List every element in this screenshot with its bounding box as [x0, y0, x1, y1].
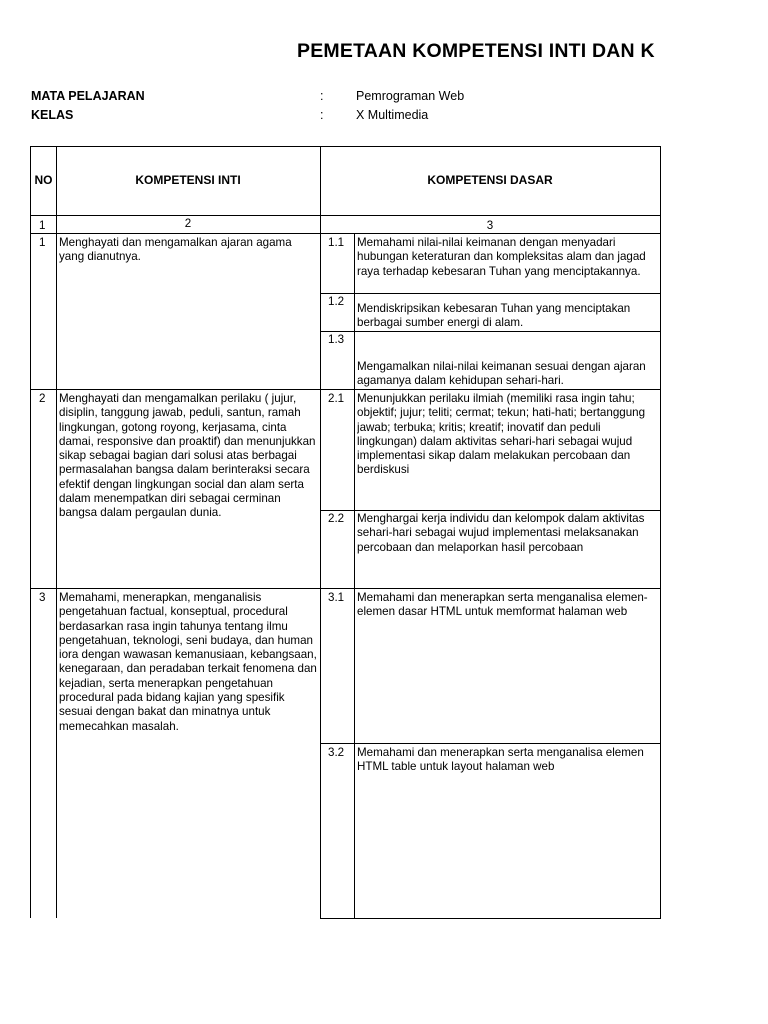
kd-number: 1.2	[328, 295, 345, 308]
row-number: 2	[39, 392, 46, 405]
kompetensi-dasar-text: Memahami dan menerapkan serta menganalisa elemen HTML table untuk layout halaman web	[357, 746, 644, 774]
kompetensi-inti-text: Menghayati dan mengamalkan perilaku ( jujur, disiplin, tanggung jawab, peduli, santun, ramah lingkungan, gotong royong, kerjasama, cinta damai, responsive dan proaktif) dan menunjukkan sikap sebagai bagian dari solusi atas berbagai permasalahan bangsa dalam berinteraksi secara efektif dengan lingkungan social dan alam serta dalam menempatkan diri sebagai cerminan bangsa dalam pergaulan dunia.	[59, 392, 316, 520]
col-number-2: 2	[184, 217, 192, 230]
grid-line	[30, 588, 661, 589]
mata-pelajaran-value: Pemrograman Web	[356, 89, 465, 103]
kd-number: 3.1	[328, 591, 345, 604]
grid-line	[320, 510, 661, 511]
row-number: 3	[39, 591, 46, 604]
page-title: PEMETAAN KOMPETENSI INTI DAN K	[297, 40, 655, 62]
kd-number: 2.2	[328, 512, 345, 525]
kompetensi-dasar-text: Memahami dan menerapkan serta menganalisa elemen-elemen dasar HTML untuk memformat halaman web	[357, 591, 648, 619]
col-header-kompetensi-dasar: KOMPETENSI DASAR	[427, 173, 553, 187]
kd-number: 3.2	[328, 746, 345, 759]
kompetensi-dasar-text: Mendiskripsikan kebesaran Tuhan yang menciptakan berbagai sumber energi di alam.	[357, 302, 631, 330]
grid-line	[320, 743, 661, 744]
grid-line	[660, 146, 661, 919]
col-header-no: NO	[34, 173, 53, 187]
kompetensi-dasar-text: Mengamalkan nilai-nilai keimanan sesuai dengan ajaran agamanya dalam kehidupan sehari-hari.	[357, 360, 646, 388]
mata-pelajaran-colon: :	[320, 89, 324, 103]
kelas-colon: :	[320, 108, 324, 122]
grid-line	[320, 918, 661, 919]
grid-line	[354, 233, 355, 919]
kompetensi-inti-text: Memahami, menerapkan, menganalisis pengetahuan factual, konseptual, procedural berdasarkan rasa ingin tahunya tentang ilmu pengetahuan, teknologi, seni budaya, dan human iora dengan wawasan kemanusiaan, kebangsaan, kenegaraan, dan peradaban terkait fenomena dan kejadian, serta menerapkan pengetahuan procedural pada bidang kajian yang spesifik sesuai dengan bakat dan minatnya untuk memecahkan masalah.	[59, 591, 317, 733]
grid-line	[30, 389, 661, 390]
col-number-3: 3	[486, 219, 494, 232]
col-number-1: 1	[39, 219, 46, 232]
grid-line	[30, 215, 661, 216]
grid-line	[320, 331, 661, 332]
grid-line	[30, 146, 661, 147]
kd-number: 1.1	[328, 236, 345, 249]
mata-pelajaran-label: MATA PELAJARAN	[31, 89, 145, 103]
row-number: 1	[39, 236, 46, 249]
kelas-value: X Multimedia	[356, 108, 429, 122]
col-header-kompetensi-inti: KOMPETENSI INTI	[135, 173, 241, 187]
kompetensi-dasar-text: Menunjukkan perilaku ilmiah (memiliki rasa ingin tahu; objektif; jujur; teliti; cermat; tekun; hati-hati; bertanggung jawab; terbuka; kritis; kreatif; inovatif dan peduli lingkungan) dalam aktivitas sehari-hari sebagai wujud implementasi sikap dalam melakukan percobaan dan berdiskusi	[357, 392, 646, 477]
kd-number: 2.1	[328, 392, 345, 405]
kompetensi-inti-text: Menghayati dan mengamalkan ajaran agama yang dianutnya.	[59, 236, 292, 264]
grid-line	[320, 146, 321, 919]
kd-number: 1.3	[328, 333, 345, 346]
kelas-label: KELAS	[31, 108, 74, 122]
grid-line	[30, 146, 31, 918]
kompetensi-dasar-text: Menghargai kerja individu dan kelompok dalam aktivitas sehari-hari sebagai wujud implementasi melaksanakan percobaan dan melaporkan hasil percobaan	[357, 512, 645, 554]
grid-line	[320, 293, 661, 294]
grid-line	[56, 146, 57, 918]
kompetensi-dasar-text: Memahami nilai-nilai keimanan dengan menyadari hubungan keteraturan dan kompleksitas alam dan jagad raya terhadap kebesaran Tuhan yang menciptakannya.	[357, 236, 646, 278]
